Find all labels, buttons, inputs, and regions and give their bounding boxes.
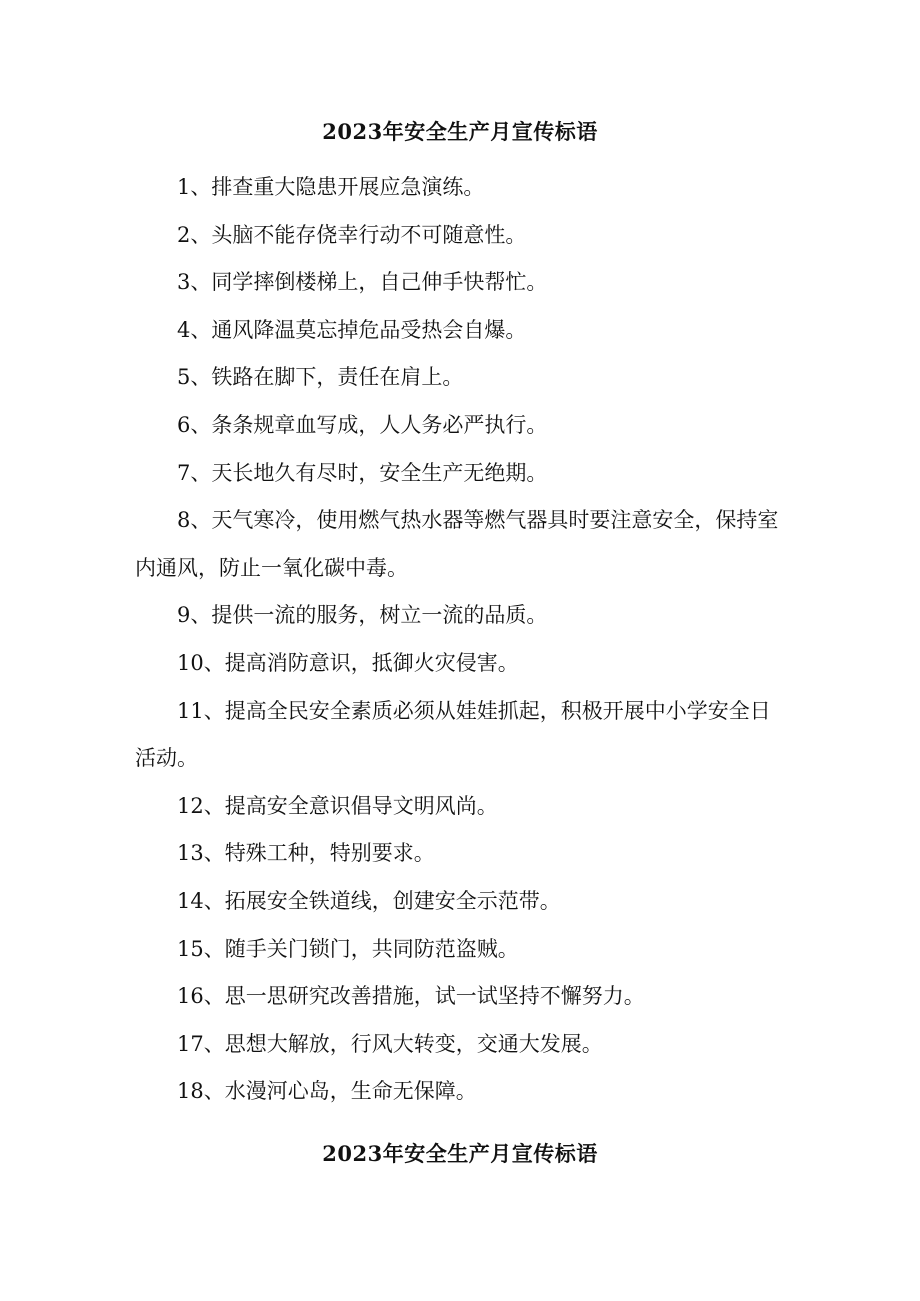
slogan-item-15: 15、随手关门锁门，共同防范盗贼。	[177, 936, 519, 961]
slogan-item-3: 3、同学摔倒楼梯上，自己伸手快帮忙。	[177, 270, 548, 295]
slogan-item-4: 4、通风降温莫忘掉危品受热会自爆。	[177, 317, 527, 342]
slogan-item-7: 7、天长地久有尽时，安全生产无绝期。	[177, 460, 548, 485]
slogan-item-17: 17、思想大解放，行风大转变，交通大发展。	[177, 1031, 603, 1056]
footer-title: 2023年安全生产月宣传标语	[322, 1141, 598, 1166]
slogan-item-6: 6、条条规章血写成，人人务必严执行。	[177, 412, 548, 437]
slogan-item-8: 8、天气寒冷，使用燃气热水器等燃气器具时要注意安全，保持室内通风，防止一氧化碳中毒。	[135, 508, 779, 580]
slogan-list	[135, 164, 785, 1116]
slogan-item-12: 12、提高安全意识倡导文明风尚。	[177, 793, 498, 818]
slogan-item-13: 13、特殊工种，特别要求。	[177, 841, 435, 866]
slogan-item-16: 16、思一思研究改善措施，试一试坚持不懈努力。	[177, 984, 645, 1009]
slogan-item-5: 5、铁路在脚下，责任在肩上。	[177, 365, 464, 390]
slogan-item-9: 9、提供一流的服务，树立一流的品质。	[177, 603, 548, 628]
page-title: 2023年安全生产月宣传标语	[322, 119, 598, 144]
slogan-item-10: 10、提高消防意识，抵御火灾侵害。	[177, 650, 519, 675]
slogan-item-2: 2、头脑不能存侥幸行动不可随意性。	[177, 222, 527, 247]
slogan-item-1: 1、排查重大隐患开展应急演练。	[177, 175, 485, 199]
slogan-item-11: 11、提高全民安全素质必须从娃娃抓起，积极开展中小学安全日活动。	[135, 698, 771, 771]
slogan-item-18: 18、水漫河心岛，生命无保障。	[177, 1079, 477, 1104]
slogan-item-14: 14、拓展安全铁道线，创建安全示范带。	[177, 888, 561, 913]
